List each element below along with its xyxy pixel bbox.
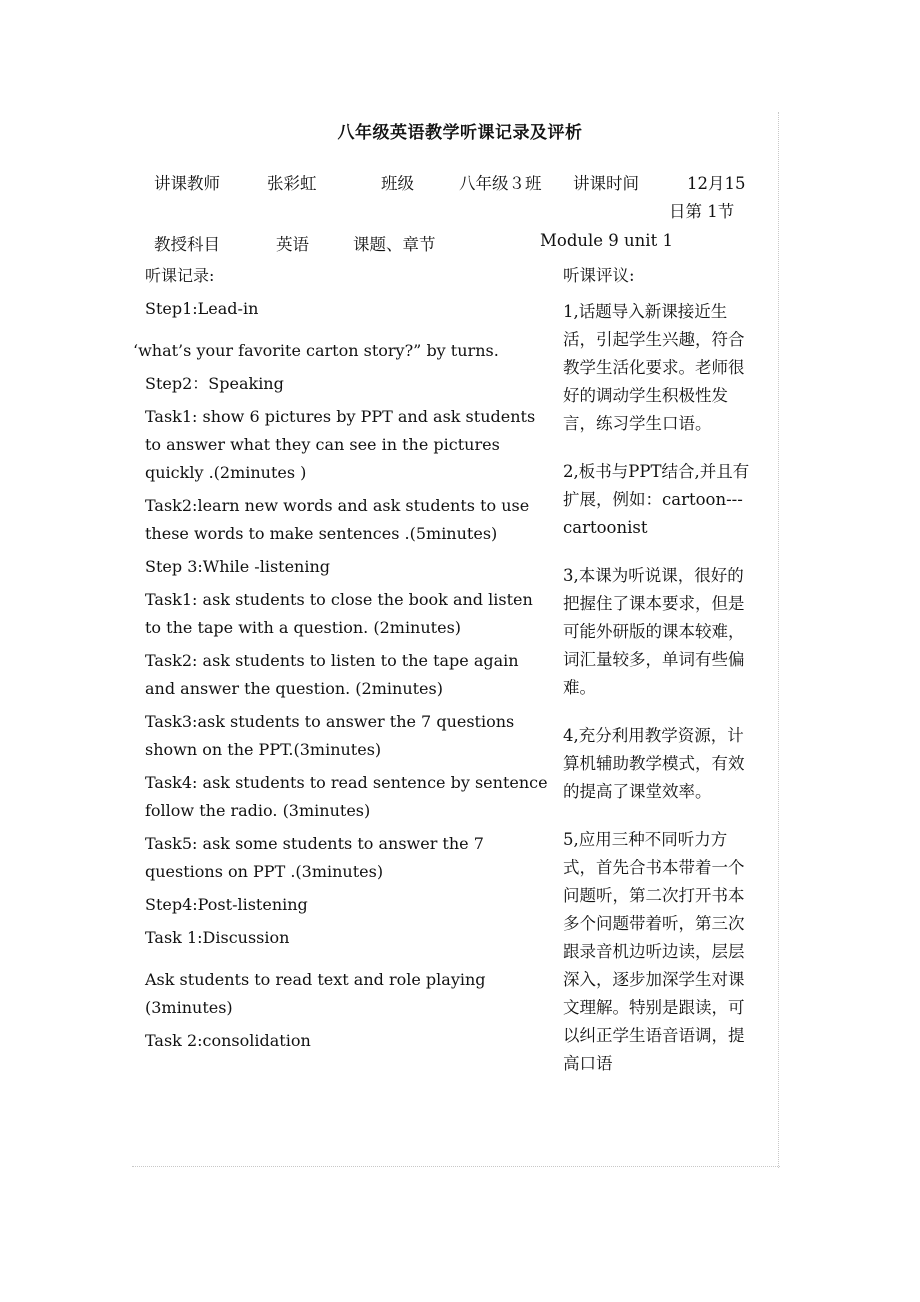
class-label: 班级	[381, 174, 414, 193]
record-line: Step2：Speaking	[145, 374, 284, 393]
evaluation-comment: 3,本课为听说课，很好的把握住了课本要求，但是可能外研版的课本较难，词汇量较多，单词有些偏难。	[563, 566, 745, 697]
record-line: Task5: ask some students to answer the 7 questions on PPT .(3minutes)	[145, 834, 484, 881]
record-heading: 听课记录:	[145, 266, 215, 285]
subject-label: 教授科目	[154, 235, 220, 254]
teacher-label: 讲课教师	[154, 174, 220, 193]
page-title: 八年级英语教学听课记录及评析	[337, 123, 583, 143]
evaluation-comment: 2,板书与PPT结合,并且有扩展，例如：cartoon---cartoonist	[563, 462, 750, 537]
record-line: Task 2:consolidation	[145, 1031, 311, 1050]
record-line: Task2: ask students to listen to the tape again and answer the question. (2minutes)	[145, 651, 519, 698]
record-line: Task1: show 6 pictures by PPT and ask students to answer what they can see in the pictures quickly .(2minutes )	[145, 407, 536, 482]
lesson-record	[133, 262, 550, 1060]
record-line: Task4: ask students to read sentence by sentence follow the radio. (3minutes)	[145, 773, 548, 820]
evaluation-comment: 1,话题导入新课接近生活，引起学生兴趣，符合教学生活化要求。老师很好的调动学生积极性发言，练习学生口语。	[563, 302, 745, 433]
class-value: 八年级３班	[459, 174, 542, 193]
lesson-evaluation	[563, 262, 755, 1098]
evaluation-heading: 听课评议:	[563, 266, 635, 285]
record-line: Task1: ask students to close the book and listen to the tape with a question. (2minutes)	[145, 590, 533, 637]
evaluation-comment: 4,充分利用教学资源，计算机辅助教学模式，有效的提高了课堂效率。	[563, 726, 745, 801]
table-border-bottom	[132, 1166, 780, 1167]
teacher-name: 张彩虹	[267, 174, 317, 193]
record-line: ‘what’s your favorite carton story?” by turns.	[133, 341, 499, 360]
record-line: Step1:Lead-in	[145, 299, 259, 318]
time-value-line2: 日第 1节	[669, 202, 735, 221]
evaluation-comment: 5,应用三种不同听力方式，首先合书本带着一个问题听，第二次打开书本多个问题带着听，第三次跟录音机边听边读，层层深入，逐步加深学生对课文理解。特别是跟读，可以纠正学生语音语调，提高口语	[563, 830, 745, 1073]
topic-label: 课题、章节	[353, 235, 436, 254]
topic-value: Module 9 unit 1	[540, 231, 673, 250]
time-label: 讲课时间	[573, 174, 639, 193]
table-border-right	[778, 112, 779, 1168]
record-line: Step 3:While -listening	[145, 557, 331, 576]
record-line: Task2:learn new words and ask students to use these words to make sentences .(5minutes)	[145, 496, 530, 543]
time-value-line1: 12月15	[687, 174, 746, 193]
record-line: Ask students to read text and role playing (3minutes)	[145, 970, 486, 1017]
record-line: Task 1:Discussion	[145, 928, 290, 947]
subject-value: 英语	[276, 235, 309, 254]
record-line: Task3:ask students to answer the 7 questions shown on the PPT.(3minutes)	[145, 712, 515, 759]
record-line: Step4:Post-listening	[145, 895, 308, 914]
